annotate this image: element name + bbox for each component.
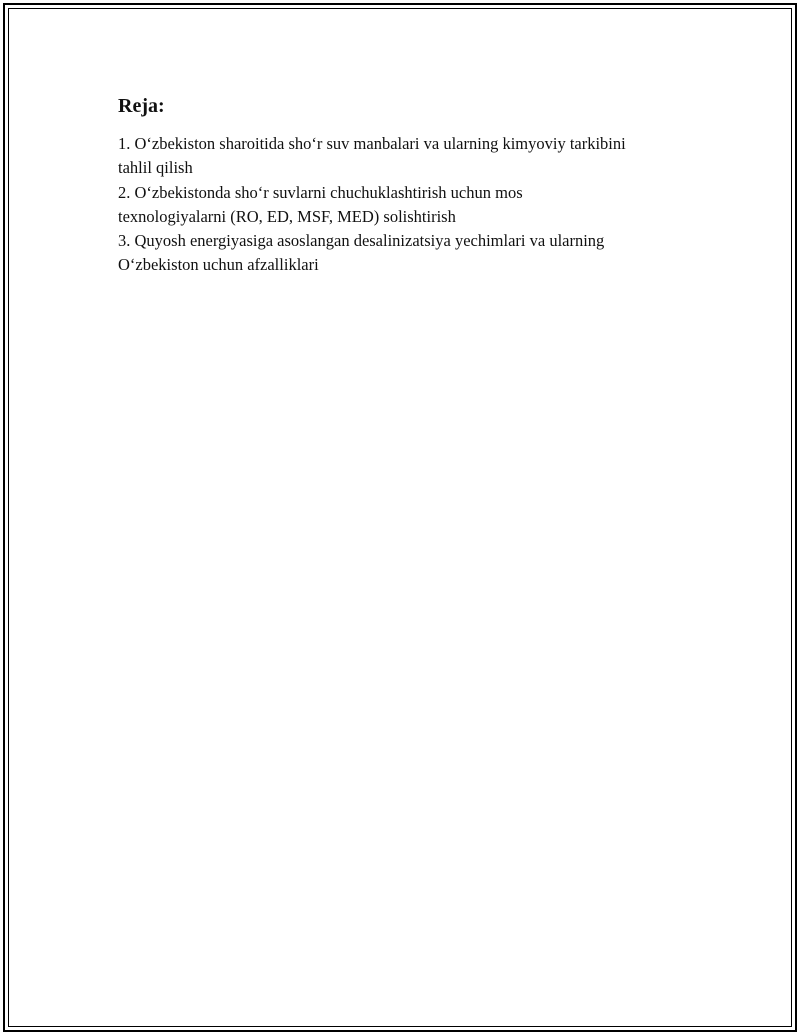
plan-heading: Reja: bbox=[118, 95, 165, 117]
plan-item-2-line-1: 2. O‘zbekistonda sho‘r suvlarni chuchuklashtirish uchun mos bbox=[118, 182, 523, 202]
plan-item-2-line-2: texnologiyalarni (RO, ED, MSF, MED) solishtirish bbox=[118, 206, 456, 226]
document-content bbox=[118, 94, 698, 278]
plan-item-3 bbox=[118, 229, 698, 278]
plan-item-2 bbox=[118, 181, 698, 230]
plan-list bbox=[118, 132, 698, 278]
plan-item-1-line-1: 1. O‘zbekiston sharoitida sho‘r suv manbalari va ularning kimyoviy tarkibini bbox=[118, 134, 626, 153]
plan-item-3-line-1: 3. Quyosh energiyasiga asoslangan desalinizatsiya yechimlari va ularning bbox=[118, 231, 605, 251]
plan-item-1-line-2: tahlil qilish bbox=[118, 158, 193, 178]
plan-item-3-line-2: O‘zbekiston uchun afzalliklari bbox=[118, 255, 319, 275]
plan-item-1 bbox=[118, 132, 698, 181]
